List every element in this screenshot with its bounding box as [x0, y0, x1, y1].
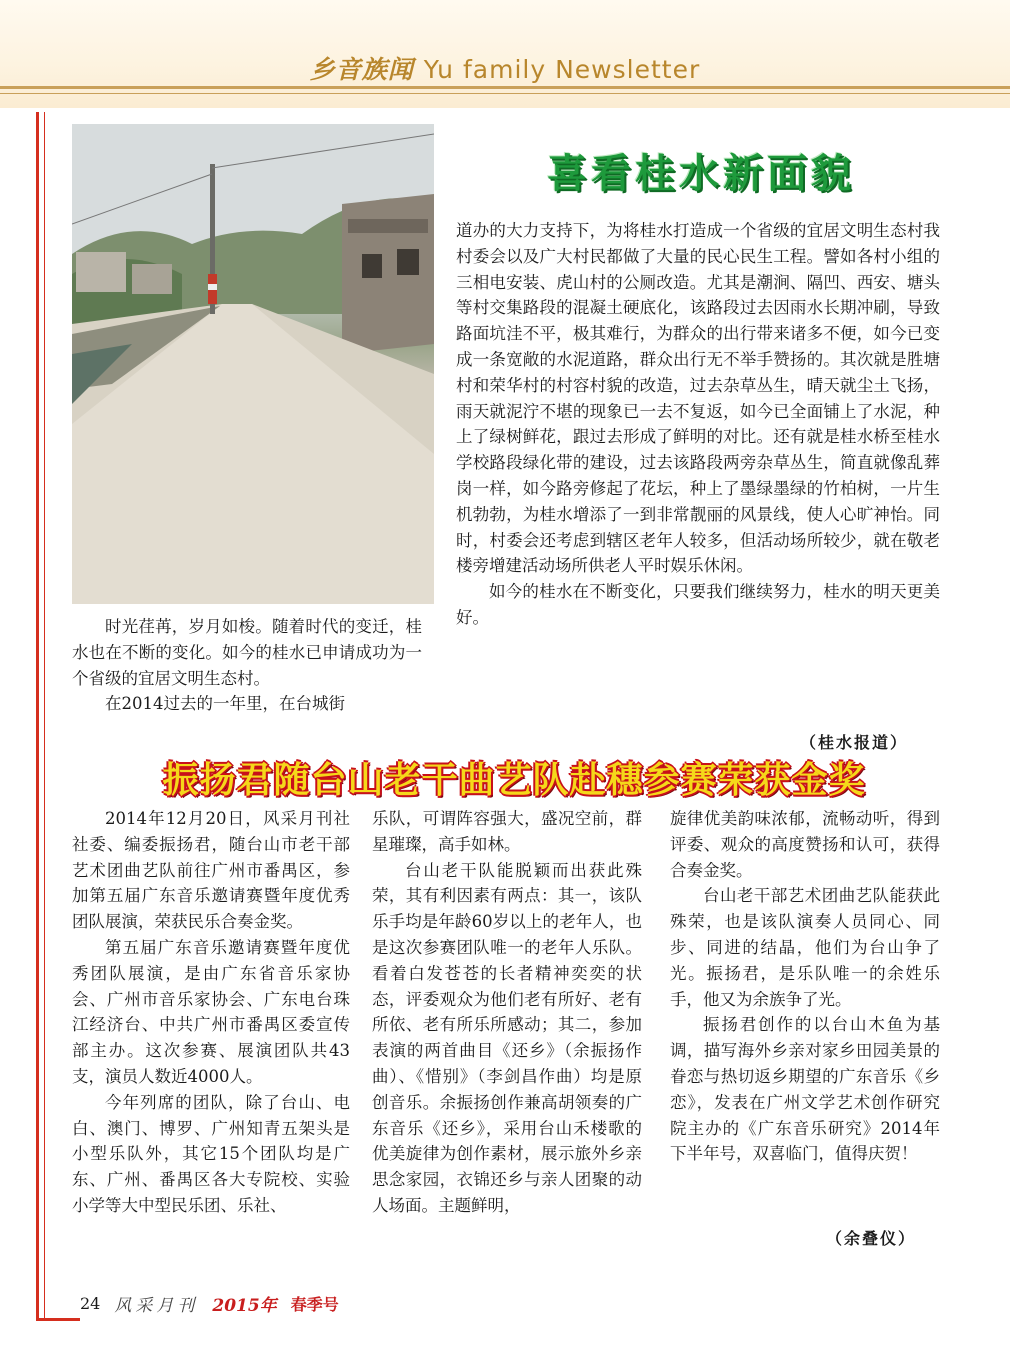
article2-paragraph: 今年列席的团队，除了台山、电白、澳门、博罗、广州知青五架头是小型乐队外，其它15个团队均是广东、广州、番禺区各大专院校、实验小学等大中型民乐团、乐社、: [72, 1092, 350, 1215]
page-border-outer: [36, 112, 39, 1320]
page-border-inner: [44, 112, 45, 1320]
article2-title: 振扬君随台山老干曲艺队赴穗参赛荣获金奖: [162, 760, 866, 801]
village-road-photo: [72, 124, 434, 604]
article1-title: 喜看桂水新面貌: [547, 151, 855, 197]
issue-season: 春季号: [290, 1294, 339, 1314]
article2-paragraph: 振扬君创作的以台山木鱼为基调，描写海外乡亲对家乡田园美景的眷恋与热切返乡期望的广东音乐《乡恋》，发表在广州文学艺术创作研究院主办的《广东音乐研究》2014年下半年号，双喜临门，值得庆贺！: [670, 1015, 940, 1164]
article2-column-2: [372, 806, 642, 1219]
page-number: 24: [80, 1293, 101, 1313]
article2-paragraph: 台山老干部艺术团曲艺队能获此殊荣，也是该队演奏人员同心、同步、同进的结晶，他们为台山争了光。振扬君，是乐队唯一的余姓乐手，他又为余族争了光。: [670, 886, 940, 1009]
article1-paragraph: 道办的大力支持下，为将桂水打造成一个省级的宜居文明生态村我村委会以及广大村民都做了大量的民心民生工程。譬如各村小组的三相电安装、虎山村的公厕改造。尤其是潮涧、隔凹、西安、塘头等村交集路段的混凝土硬底化，该路段过去因雨水长期冲刷，导致路面坑洼不平，极其难行，为群众的出行带来诸多不便，如今已变成一条宽敞的水泥道路，群众出行无不举手赞扬的。其次就是胜塘村和荣华村的村容村貌的改造，过去杂草丛生，晴天就尘土飞扬，雨天就泥泞不堪的现象已一去不复返，如今已全面铺上了水泥，种上了绿树鲜花，跟过去形成了鲜明的对比。还有就是桂水桥至桂水学校路段绿化带的建设，过去该路段两旁杂草丛生，简直就像乱葬岗一样，如今路旁修起了花坛，种上了墨绿墨绿的竹柏树，一片生机勃勃，为桂水增添了一到非常靓丽的风景线，使人心旷神怡。同时，村委会还考虑到辖区老年人较多，但活动场所较少，就在敬老楼旁增建活动场所供老人平时娱乐休闲。: [456, 221, 940, 576]
page-border-bottom: [36, 1318, 80, 1321]
article1-paragraph: 时光荏苒，岁月如梭。随着时代的变迁，桂水也在不断的变化。如今的桂水已申请成功为一个省级的宜居文明生态村。: [72, 617, 422, 688]
article2-paragraph: 台山老干队能脱颖而出获此殊荣，其有利因素有两点：其一，该队乐手均是年龄60岁以上的老年人，也是这次参赛团队唯一的老年人乐队。看着白发苍苍的长者精神奕奕的状态，评委观众为他们老有所好、老有所依、老有所乐所感动；其二，参加表演的两首曲目《还乡》（余振扬作曲）、《惜别》（李剑昌作曲）均是原创音乐。余振扬创作兼高胡领奏的广东音乐《还乡》，采用台山禾楼歌的优美旋律为创作素材，展示旅外乡亲思念家园，衣锦还乡与亲人团聚的动人场面。主题鲜明，: [372, 860, 642, 1215]
issue-year: 2015年: [212, 1295, 277, 1316]
article2-paragraph: 旋律优美韵味浓郁，流畅动听，得到评委、观众的高度赞扬和认可，获得合奏金奖。: [670, 809, 940, 880]
article2-column-3: [670, 806, 940, 1167]
newsletter-title: [0, 50, 1010, 86]
article1-right-column: [456, 218, 940, 631]
newsletter-title-cn: 乡音族闻: [309, 55, 414, 84]
article2-paragraph: 第五届广东音乐邀请赛暨年度优秀团队展演，是由广东省音乐家协会、广州市音乐家协会、广东电台珠江经济台、中共广州市番禺区委宣传部主办。这次参赛、展演团队共43支，演员人数近4000人。: [72, 937, 350, 1086]
header-band: [0, 0, 1010, 108]
article2-byline: （余叠仪）: [826, 1229, 917, 1248]
village-road-illustration: [72, 124, 434, 604]
article2-paragraph: 2014年12月20日，风采月刊社社委、编委振扬君，随台山市老干部艺术团曲艺队前往广州市番禺区，参加第五届广东音乐邀请赛暨年度优秀团队展演，荣获民乐合奏金奖。: [72, 809, 350, 932]
article1-left-column: [72, 614, 422, 717]
page-footer: [80, 1290, 339, 1316]
header-rule-top: [0, 86, 1010, 89]
newsletter-title-en: Yu family Newsletter: [423, 55, 701, 84]
magazine-name: 风采月刊: [114, 1295, 199, 1316]
header-rule-bottom: [0, 93, 1010, 94]
article2-paragraph: 乐队，可谓阵容强大，盛况空前，群星璀璨，高手如林。: [372, 809, 642, 854]
article2-column-1: [72, 806, 350, 1219]
article1-paragraph: 如今的桂水在不断变化，只要我们继续努力，桂水的明天更美好。: [456, 582, 940, 627]
article1-paragraph: 在2014过去的一年里，在台城街: [105, 694, 345, 714]
article1-byline: （桂水报道）: [800, 733, 909, 752]
